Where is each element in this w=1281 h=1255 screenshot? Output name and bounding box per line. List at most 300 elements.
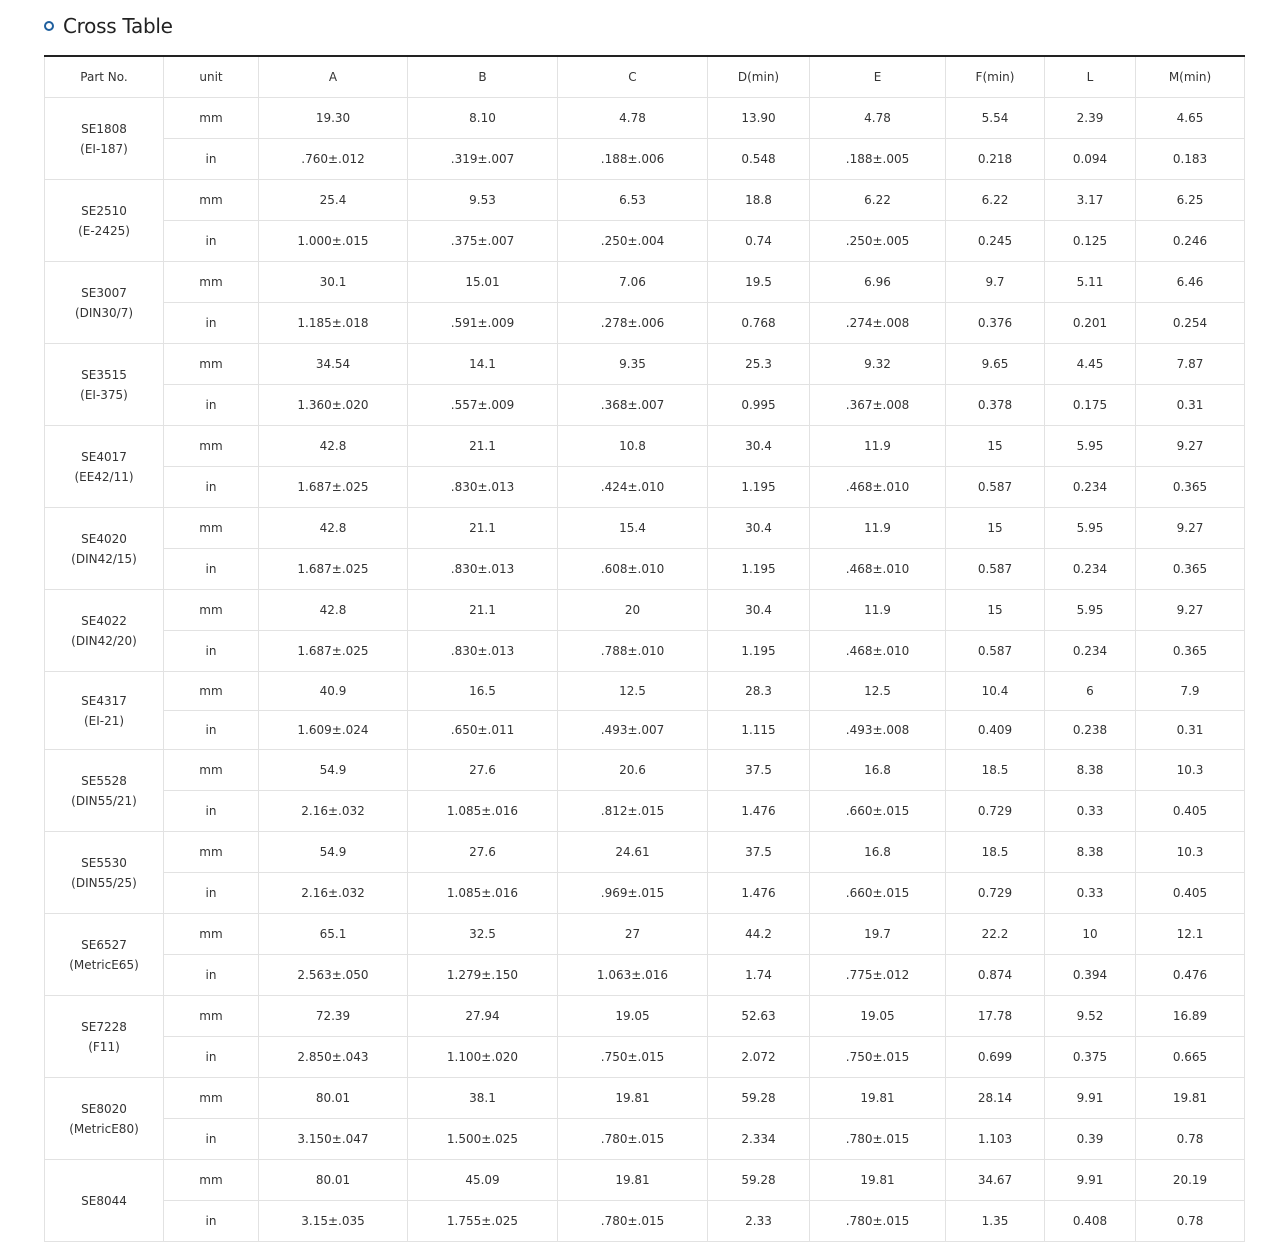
table-row [45, 791, 1245, 832]
value-cell-b: 16.5 [408, 672, 558, 711]
value-cell-f-min: 28.14 [946, 1078, 1045, 1119]
value-cell-d-min: 1.476 [708, 873, 810, 914]
unit-cell: mm [164, 750, 259, 791]
part-equivalent: (DIN30/7) [74, 305, 134, 320]
value-cell-f-min: 22.2 [946, 914, 1045, 955]
value-cell-l: 5.95 [1045, 590, 1136, 631]
value-cell-l: 0.125 [1045, 221, 1136, 262]
value-cell-e: 19.7 [810, 914, 946, 955]
part-equivalent: (EI-187) [80, 141, 128, 156]
value-cell-c: .780±.015 [558, 1201, 708, 1242]
table-row [45, 426, 1245, 467]
value-cell-m-min: 16.89 [1136, 996, 1245, 1037]
value-cell-f-min: 15 [946, 590, 1045, 631]
value-cell-m-min: 0.31 [1136, 711, 1245, 750]
value-cell-f-min: 0.587 [946, 631, 1045, 672]
value-cell-m-min: 20.19 [1136, 1160, 1245, 1201]
unit-cell: in [164, 873, 259, 914]
value-cell-a: 1.609±.024 [259, 711, 408, 750]
value-cell-b: .830±.013 [408, 467, 558, 508]
part-equivalent: (DIN42/15) [71, 551, 137, 566]
unit-cell: mm [164, 996, 259, 1037]
value-cell-d-min: 30.4 [708, 508, 810, 549]
value-cell-f-min: 0.699 [946, 1037, 1045, 1078]
value-cell-l: 0.238 [1045, 711, 1136, 750]
value-cell-c: .788±.010 [558, 631, 708, 672]
value-cell-c: 20.6 [558, 750, 708, 791]
unit-cell: in [164, 549, 259, 590]
table-body [45, 98, 1245, 1242]
value-cell-d-min: 2.072 [708, 1037, 810, 1078]
value-cell-c: .780±.015 [558, 1119, 708, 1160]
value-cell-f-min: 0.218 [946, 139, 1045, 180]
value-cell-b: 8.10 [408, 98, 558, 139]
unit-cell: in [164, 1201, 259, 1242]
value-cell-e: .660±.015 [810, 791, 946, 832]
value-cell-d-min: 28.3 [708, 672, 810, 711]
value-cell-d-min: 1.115 [708, 711, 810, 750]
value-cell-m-min: 9.27 [1136, 508, 1245, 549]
value-cell-m-min: 12.1 [1136, 914, 1245, 955]
value-cell-d-min: 37.5 [708, 832, 810, 873]
value-cell-b: 21.1 [408, 426, 558, 467]
value-cell-b: 1.500±.025 [408, 1119, 558, 1160]
value-cell-a: 25.4 [259, 180, 408, 221]
part-no-cell [45, 426, 164, 508]
value-cell-a: 1.687±.025 [259, 631, 408, 672]
part-number: SE2510 [81, 203, 127, 218]
value-cell-e: .367±.008 [810, 385, 946, 426]
value-cell-f-min: 0.376 [946, 303, 1045, 344]
value-cell-m-min: 7.9 [1136, 672, 1245, 711]
value-cell-l: 0.201 [1045, 303, 1136, 344]
value-cell-m-min: 9.27 [1136, 426, 1245, 467]
value-cell-a: 30.1 [259, 262, 408, 303]
part-equivalent: (DIN55/21) [71, 793, 137, 808]
value-cell-a: 34.54 [259, 344, 408, 385]
value-cell-l: 0.175 [1045, 385, 1136, 426]
part-no-cell [45, 344, 164, 426]
value-cell-c: .608±.010 [558, 549, 708, 590]
part-number: SE4317 [81, 693, 127, 708]
value-cell-m-min: 0.183 [1136, 139, 1245, 180]
value-cell-c: 10.8 [558, 426, 708, 467]
value-cell-b: .375±.007 [408, 221, 558, 262]
value-cell-f-min: 0.729 [946, 873, 1045, 914]
value-cell-e: .468±.010 [810, 467, 946, 508]
value-cell-f-min: 9.65 [946, 344, 1045, 385]
section-header [44, 12, 173, 40]
column-header-f-min: F(min) [946, 56, 1045, 98]
table-row [45, 98, 1245, 139]
column-header-m-min: M(min) [1136, 56, 1245, 98]
value-cell-m-min: 10.3 [1136, 750, 1245, 791]
part-number: SE8020 [81, 1101, 127, 1116]
part-equivalent: (MetricE80) [69, 1121, 139, 1136]
value-cell-f-min: 0.729 [946, 791, 1045, 832]
value-cell-e: 11.9 [810, 508, 946, 549]
part-number: SE4017 [81, 449, 127, 464]
value-cell-m-min: 4.65 [1136, 98, 1245, 139]
value-cell-l: 9.91 [1045, 1078, 1136, 1119]
table-row [45, 955, 1245, 996]
value-cell-l: 0.234 [1045, 467, 1136, 508]
value-cell-e: .250±.005 [810, 221, 946, 262]
value-cell-l: 6 [1045, 672, 1136, 711]
part-number: SE3007 [81, 285, 127, 300]
value-cell-a: 42.8 [259, 508, 408, 549]
value-cell-e: 6.22 [810, 180, 946, 221]
table-row [45, 914, 1245, 955]
table-row [45, 1078, 1245, 1119]
value-cell-d-min: 13.90 [708, 98, 810, 139]
value-cell-m-min: 0.405 [1136, 791, 1245, 832]
part-no-cell [45, 590, 164, 672]
value-cell-e: .775±.012 [810, 955, 946, 996]
value-cell-b: 1.755±.025 [408, 1201, 558, 1242]
part-no-cell [45, 750, 164, 832]
value-cell-d-min: 1.195 [708, 631, 810, 672]
value-cell-a: 80.01 [259, 1078, 408, 1119]
page-title: Cross Table [63, 14, 173, 38]
value-cell-e: 4.78 [810, 98, 946, 139]
value-cell-l: 8.38 [1045, 750, 1136, 791]
table-row [45, 672, 1245, 711]
unit-cell: in [164, 955, 259, 996]
value-cell-l: 9.52 [1045, 996, 1136, 1037]
unit-cell: in [164, 631, 259, 672]
unit-cell: in [164, 385, 259, 426]
value-cell-l: 0.375 [1045, 1037, 1136, 1078]
unit-cell: mm [164, 590, 259, 631]
value-cell-b: 1.085±.016 [408, 791, 558, 832]
value-cell-m-min: 9.27 [1136, 590, 1245, 631]
unit-cell: mm [164, 508, 259, 549]
value-cell-f-min: 0.245 [946, 221, 1045, 262]
value-cell-f-min: 0.409 [946, 711, 1045, 750]
value-cell-a: .760±.012 [259, 139, 408, 180]
value-cell-f-min: 15 [946, 508, 1045, 549]
unit-cell: mm [164, 180, 259, 221]
value-cell-b: 1.279±.150 [408, 955, 558, 996]
value-cell-c: .424±.010 [558, 467, 708, 508]
unit-cell: in [164, 791, 259, 832]
value-cell-a: 80.01 [259, 1160, 408, 1201]
unit-cell: in [164, 139, 259, 180]
value-cell-f-min: 18.5 [946, 832, 1045, 873]
column-header-d-min: D(min) [708, 56, 810, 98]
value-cell-a: 54.9 [259, 750, 408, 791]
value-cell-c: .750±.015 [558, 1037, 708, 1078]
part-number: SE3515 [81, 367, 127, 382]
value-cell-d-min: 59.28 [708, 1078, 810, 1119]
table-row [45, 467, 1245, 508]
value-cell-e: 12.5 [810, 672, 946, 711]
value-cell-c: 4.78 [558, 98, 708, 139]
table-row [45, 344, 1245, 385]
value-cell-a: 3.15±.035 [259, 1201, 408, 1242]
value-cell-m-min: 0.31 [1136, 385, 1245, 426]
value-cell-l: 3.17 [1045, 180, 1136, 221]
value-cell-c: 19.81 [558, 1160, 708, 1201]
part-number: SE1808 [81, 121, 127, 136]
value-cell-a: 42.8 [259, 426, 408, 467]
value-cell-a: 40.9 [259, 672, 408, 711]
column-header-a: A [259, 56, 408, 98]
value-cell-d-min: 2.33 [708, 1201, 810, 1242]
part-no-cell [45, 508, 164, 590]
value-cell-b: 21.1 [408, 508, 558, 549]
value-cell-m-min: 0.254 [1136, 303, 1245, 344]
value-cell-e: 9.32 [810, 344, 946, 385]
value-cell-e: .493±.008 [810, 711, 946, 750]
value-cell-m-min: 6.25 [1136, 180, 1245, 221]
value-cell-m-min: 0.365 [1136, 549, 1245, 590]
part-no-cell [45, 98, 164, 180]
value-cell-c: 20 [558, 590, 708, 631]
table-row [45, 631, 1245, 672]
table-row [45, 1201, 1245, 1242]
value-cell-l: 0.39 [1045, 1119, 1136, 1160]
value-cell-d-min: 1.74 [708, 955, 810, 996]
value-cell-d-min: 44.2 [708, 914, 810, 955]
value-cell-l: 5.95 [1045, 426, 1136, 467]
value-cell-e: 11.9 [810, 590, 946, 631]
value-cell-m-min: 0.365 [1136, 467, 1245, 508]
part-no-cell [45, 832, 164, 914]
column-header-l: L [1045, 56, 1136, 98]
value-cell-l: 2.39 [1045, 98, 1136, 139]
value-cell-e: 19.81 [810, 1078, 946, 1119]
value-cell-m-min: 19.81 [1136, 1078, 1245, 1119]
unit-cell: mm [164, 672, 259, 711]
value-cell-l: 9.91 [1045, 1160, 1136, 1201]
part-number: SE5530 [81, 855, 127, 870]
part-equivalent: (MetricE65) [69, 957, 139, 972]
circle-bullet-icon [44, 21, 54, 31]
table-row [45, 1160, 1245, 1201]
table-row [45, 873, 1245, 914]
part-equivalent: (F11) [88, 1039, 120, 1054]
value-cell-a: 1.360±.020 [259, 385, 408, 426]
value-cell-f-min: 9.7 [946, 262, 1045, 303]
value-cell-e: 19.05 [810, 996, 946, 1037]
unit-cell: mm [164, 262, 259, 303]
value-cell-a: 2.16±.032 [259, 873, 408, 914]
value-cell-d-min: 37.5 [708, 750, 810, 791]
value-cell-m-min: 0.405 [1136, 873, 1245, 914]
value-cell-e: .750±.015 [810, 1037, 946, 1078]
table-row [45, 549, 1245, 590]
column-header-b: B [408, 56, 558, 98]
value-cell-d-min: 0.995 [708, 385, 810, 426]
table-row [45, 1119, 1245, 1160]
value-cell-l: 0.408 [1045, 1201, 1136, 1242]
value-cell-l: 0.094 [1045, 139, 1136, 180]
value-cell-f-min: 18.5 [946, 750, 1045, 791]
value-cell-b: 1.100±.020 [408, 1037, 558, 1078]
value-cell-b: 27.94 [408, 996, 558, 1037]
unit-cell: mm [164, 914, 259, 955]
value-cell-c: 12.5 [558, 672, 708, 711]
unit-cell: mm [164, 1160, 259, 1201]
value-cell-b: 9.53 [408, 180, 558, 221]
table-row [45, 385, 1245, 426]
value-cell-e: 16.8 [810, 832, 946, 873]
value-cell-d-min: 25.3 [708, 344, 810, 385]
unit-cell: mm [164, 1078, 259, 1119]
value-cell-a: 19.30 [259, 98, 408, 139]
column-header-c: C [558, 56, 708, 98]
value-cell-m-min: 7.87 [1136, 344, 1245, 385]
part-number: SE8044 [81, 1193, 127, 1208]
value-cell-f-min: 0.378 [946, 385, 1045, 426]
value-cell-f-min: 17.78 [946, 996, 1045, 1037]
value-cell-c: 15.4 [558, 508, 708, 549]
value-cell-e: 6.96 [810, 262, 946, 303]
value-cell-l: 0.394 [1045, 955, 1136, 996]
value-cell-b: 45.09 [408, 1160, 558, 1201]
value-cell-b: .557±.009 [408, 385, 558, 426]
value-cell-a: 3.150±.047 [259, 1119, 408, 1160]
cross-table [44, 55, 1245, 1242]
value-cell-f-min: 15 [946, 426, 1045, 467]
value-cell-d-min: 0.548 [708, 139, 810, 180]
unit-cell: mm [164, 344, 259, 385]
part-equivalent: (EE42/11) [74, 469, 134, 484]
value-cell-a: 1.000±.015 [259, 221, 408, 262]
unit-cell: in [164, 1037, 259, 1078]
value-cell-b: .650±.011 [408, 711, 558, 750]
value-cell-e: .188±.005 [810, 139, 946, 180]
table-row [45, 221, 1245, 262]
value-cell-c: 9.35 [558, 344, 708, 385]
value-cell-d-min: 52.63 [708, 996, 810, 1037]
value-cell-d-min: 30.4 [708, 426, 810, 467]
value-cell-a: 54.9 [259, 832, 408, 873]
value-cell-b: 27.6 [408, 832, 558, 873]
value-cell-l: 5.11 [1045, 262, 1136, 303]
value-cell-m-min: 0.78 [1136, 1119, 1245, 1160]
value-cell-c: 7.06 [558, 262, 708, 303]
value-cell-a: 72.39 [259, 996, 408, 1037]
part-number: SE7228 [81, 1019, 127, 1034]
column-header-e: E [810, 56, 946, 98]
table-row [45, 832, 1245, 873]
part-no-cell [45, 996, 164, 1078]
value-cell-d-min: 1.195 [708, 467, 810, 508]
value-cell-a: 42.8 [259, 590, 408, 631]
value-cell-l: 0.33 [1045, 873, 1136, 914]
value-cell-m-min: 0.78 [1136, 1201, 1245, 1242]
value-cell-m-min: 0.246 [1136, 221, 1245, 262]
value-cell-b: 21.1 [408, 590, 558, 631]
value-cell-d-min: 0.768 [708, 303, 810, 344]
value-cell-e: .468±.010 [810, 631, 946, 672]
value-cell-c: 19.81 [558, 1078, 708, 1119]
part-number: SE5528 [81, 773, 127, 788]
table-row [45, 303, 1245, 344]
value-cell-b: 14.1 [408, 344, 558, 385]
value-cell-a: 2.16±.032 [259, 791, 408, 832]
value-cell-d-min: 0.74 [708, 221, 810, 262]
value-cell-b: 1.085±.016 [408, 873, 558, 914]
value-cell-b: 32.5 [408, 914, 558, 955]
value-cell-f-min: 1.35 [946, 1201, 1045, 1242]
part-equivalent: (EI-21) [83, 713, 125, 728]
unit-cell: in [164, 711, 259, 750]
table-row [45, 1037, 1245, 1078]
table-row [45, 139, 1245, 180]
value-cell-f-min: 10.4 [946, 672, 1045, 711]
value-cell-e: 19.81 [810, 1160, 946, 1201]
value-cell-c: 6.53 [558, 180, 708, 221]
value-cell-b: .830±.013 [408, 549, 558, 590]
value-cell-d-min: 18.8 [708, 180, 810, 221]
unit-cell: in [164, 303, 259, 344]
unit-cell: mm [164, 832, 259, 873]
value-cell-a: 2.563±.050 [259, 955, 408, 996]
value-cell-f-min: 0.587 [946, 549, 1045, 590]
part-equivalent: (DIN55/25) [71, 875, 137, 890]
part-no-cell [45, 672, 164, 750]
table-row [45, 711, 1245, 750]
value-cell-l: 4.45 [1045, 344, 1136, 385]
value-cell-a: 2.850±.043 [259, 1037, 408, 1078]
value-cell-e: 16.8 [810, 750, 946, 791]
value-cell-e: .274±.008 [810, 303, 946, 344]
value-cell-c: .188±.006 [558, 139, 708, 180]
unit-cell: in [164, 1119, 259, 1160]
value-cell-m-min: 6.46 [1136, 262, 1245, 303]
value-cell-e: 11.9 [810, 426, 946, 467]
value-cell-a: 65.1 [259, 914, 408, 955]
value-cell-b: 27.6 [408, 750, 558, 791]
value-cell-d-min: 19.5 [708, 262, 810, 303]
value-cell-d-min: 1.476 [708, 791, 810, 832]
part-no-cell [45, 180, 164, 262]
part-no-cell [45, 1160, 164, 1242]
part-equivalent: (DIN42/20) [71, 633, 137, 648]
value-cell-e: .660±.015 [810, 873, 946, 914]
value-cell-l: 0.234 [1045, 631, 1136, 672]
value-cell-b: 15.01 [408, 262, 558, 303]
value-cell-f-min: 6.22 [946, 180, 1045, 221]
value-cell-e: .468±.010 [810, 549, 946, 590]
part-equivalent: (EI-375) [80, 387, 128, 402]
value-cell-d-min: 2.334 [708, 1119, 810, 1160]
value-cell-m-min: 0.365 [1136, 631, 1245, 672]
value-cell-c: 1.063±.016 [558, 955, 708, 996]
header-row [45, 56, 1245, 98]
value-cell-m-min: 0.476 [1136, 955, 1245, 996]
value-cell-c: .278±.006 [558, 303, 708, 344]
value-cell-d-min: 59.28 [708, 1160, 810, 1201]
part-no-cell [45, 1078, 164, 1160]
value-cell-c: 19.05 [558, 996, 708, 1037]
column-header-unit: unit [164, 56, 259, 98]
table-row [45, 508, 1245, 549]
value-cell-b: 38.1 [408, 1078, 558, 1119]
value-cell-a: 1.687±.025 [259, 549, 408, 590]
value-cell-f-min: 0.874 [946, 955, 1045, 996]
value-cell-c: .368±.007 [558, 385, 708, 426]
part-no-cell [45, 914, 164, 996]
value-cell-l: 5.95 [1045, 508, 1136, 549]
value-cell-f-min: 5.54 [946, 98, 1045, 139]
value-cell-b: .591±.009 [408, 303, 558, 344]
value-cell-m-min: 0.665 [1136, 1037, 1245, 1078]
